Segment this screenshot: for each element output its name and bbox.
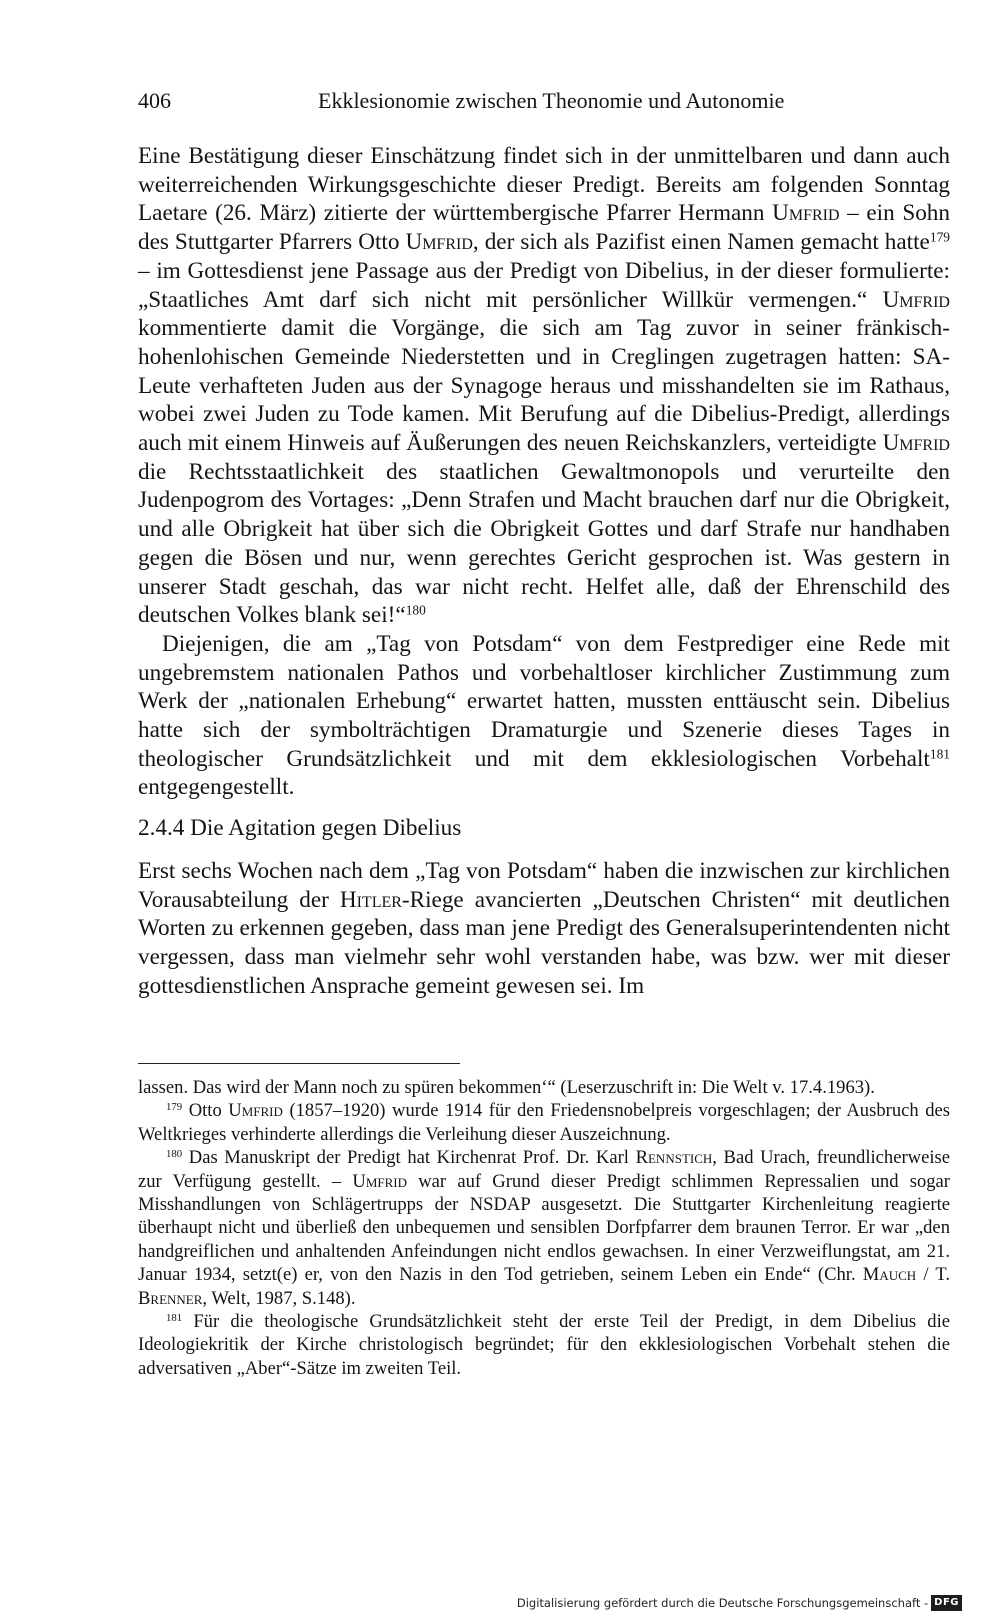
person-name: Umfrid: [882, 286, 950, 313]
credit-text: Digitalisierung gefördert durch die Deutsche Forschungsgemeinschaft -: [516, 1596, 929, 1610]
digitization-credit: [517, 1594, 962, 1612]
page-number: 406: [138, 88, 171, 113]
footnote-181: $^{181}$ Für die theologische Grundsätzlichkeit steht der erste Teil der Predigt, in dem Dibelius die Ideologiekritik der Kirche christologisch begründet; für den ekklesiologischen Vorbehalt stehen die adversativen „Aber“-Sätze im zweiten Teil.: [138, 1311, 950, 1379]
footnotes: [138, 1076, 950, 1380]
person-name: Umfrid: [772, 200, 840, 227]
running-title: Ekklesionomie zwischen Theonomie und Autonomie: [318, 88, 785, 113]
person-name: Umfrid: [882, 430, 950, 457]
footnote-179: $^{179}$ Otto Umfrid (1857–1920) wurde 1914 für den Friedensnobelpreis vorgeschlagen; der Ausbruch des Weltkrieges verhinderte allerdings die Verleihung dieser Auszeichnung.: [138, 1100, 950, 1145]
paragraph-1: Eine Bestätigung dieser Einschätzung findet sich in der unmittelbaren und dann auch weiterreichenden Wirkungsgeschichte dieser Predigt. Bereits am folgenden Sonntag Laetare (26. März) zitierte der württembergische Pfarrer Hermann Umfrid – ein Sohn des Stuttgarter Pfarrers Otto Umfrid, der sich als Pazifist einen Namen gemacht hatte$^{179}$ – im Gottesdienst jene Passage aus der Predigt von Dibelius, in der dieser formulierte: „Staatliches Amt darf sich nicht mit persönlicher Willkür vermengen.“ Umfrid kommentierte damit die Vorgänge, die sich am Tag zuvor in seiner fränkisch-hohenlohischen Gemeinde Niederstetten und in Creglingen zugetragen hatten: SA-Leute verhafteten Juden aus der Synagoge heraus und misshandelten sie im Rathaus, wobei zwei Juden zu Tode kamen. Mit Berufung auf die Dibelius-Predigt, allerdings auch mit einem Hinweis auf Äußerungen des neuen Reichskanzlers, verteidigte Umfrid die Rechtsstaatlichkeit des staatlichen Gewaltmonopols und verurteilte den Judenpogrom des Vortages: „Denn Strafen und Macht brauchen darf nur die Obrigkeit, und alle Obrigkeit hat über sich die Obrigkeit Gottes und darf Strafe nur handhaben gegen die Bösen und nur, wenn gerechtes Gericht gesprochen ist. Was gestern in unserer Stadt geschah, das war nicht recht. Helfet alle, daß der Ehrenschild des deutschen Volkes blank sei!“$^{180}$: [138, 143, 950, 629]
footnote-ref: 181: [929, 746, 950, 762]
footnote-continued: lassen. Das wird der Mann noch zu spüren bekommen‘“ (Leserzuschrift in: Die Welt v. 17.4.1963).: [138, 1077, 875, 1098]
person-name: Hitler: [339, 886, 402, 913]
section-heading: 2.4.4 Die Agitation gegen Dibelius: [138, 815, 462, 842]
paragraph-2: Diejenigen, die am „Tag von Potsdam“ von dem Festprediger eine Rede mit ungebremstem nationalen Pathos und vorbehaltloser kirchlicher Zustimmung zum Werk der „nationalen Erhebung“ erwartet hatten, mussten enttäuscht sein. Dibelius hatte sich der symbolträchtigen Dramaturgie und Szenerie dieses Tages in theologischer Grundsätzlichkeit und mit dem ekklesiologischen Vorbehalt$^{181}$ entgegengestellt.: [138, 630, 950, 801]
footnote-ref: 180: [405, 602, 426, 618]
paragraph-3: Erst sechs Wochen nach dem „Tag von Potsdam“ haben die inzwischen zur kirchlichen Vorausabteilung der Hitler-Riege avancierten „Deutschen Christen“ mit deutlichen Worten zu erkennen gegeben, dass man jene Predigt des Generalsuperintendenten nicht vergessen, dass man vielmehr sehr wohl verstanden habe, was bzw. wer mit dieser gottesdienstlichen Ansprache gemeint gewesen sei. Im: [138, 857, 950, 999]
footnote-180: $^{180}$ Das Manuskript der Predigt hat Kirchenrat Prof. Dr. Karl Rennstich, Bad Urach, freundlicherweise zur Verfügung gestellt. – Umfrid war auf Grund dieser Predigt schlimmen Repressalien und sogar Misshandlungen von Schlägertrupps der NSDAP ausgesetzt. Die Stuttgarter Kirchenleitung reagierte überhaupt nicht und überließ den unbequemen und sensiblen Dorfpfarrer dem braunen Terror. Er war „den handgreiflichen und anhaltenden Anfeindungen nicht endlos gewachsen. In einer Verzweiflungstat, am 21. Januar 1934, setzt(e) er, von den Nazis in den Tod getrieben, seinem Leben ein Ende“ (Chr. Mauch / T. Brenner, Welt, 1987, S.148).: [138, 1147, 950, 1309]
footnote-divider: [138, 1063, 460, 1064]
footnote-ref: 179: [929, 229, 950, 245]
person-name: Umfrid: [405, 229, 473, 256]
dfg-logo: DFG: [931, 1595, 962, 1611]
main-text: [138, 142, 950, 1000]
